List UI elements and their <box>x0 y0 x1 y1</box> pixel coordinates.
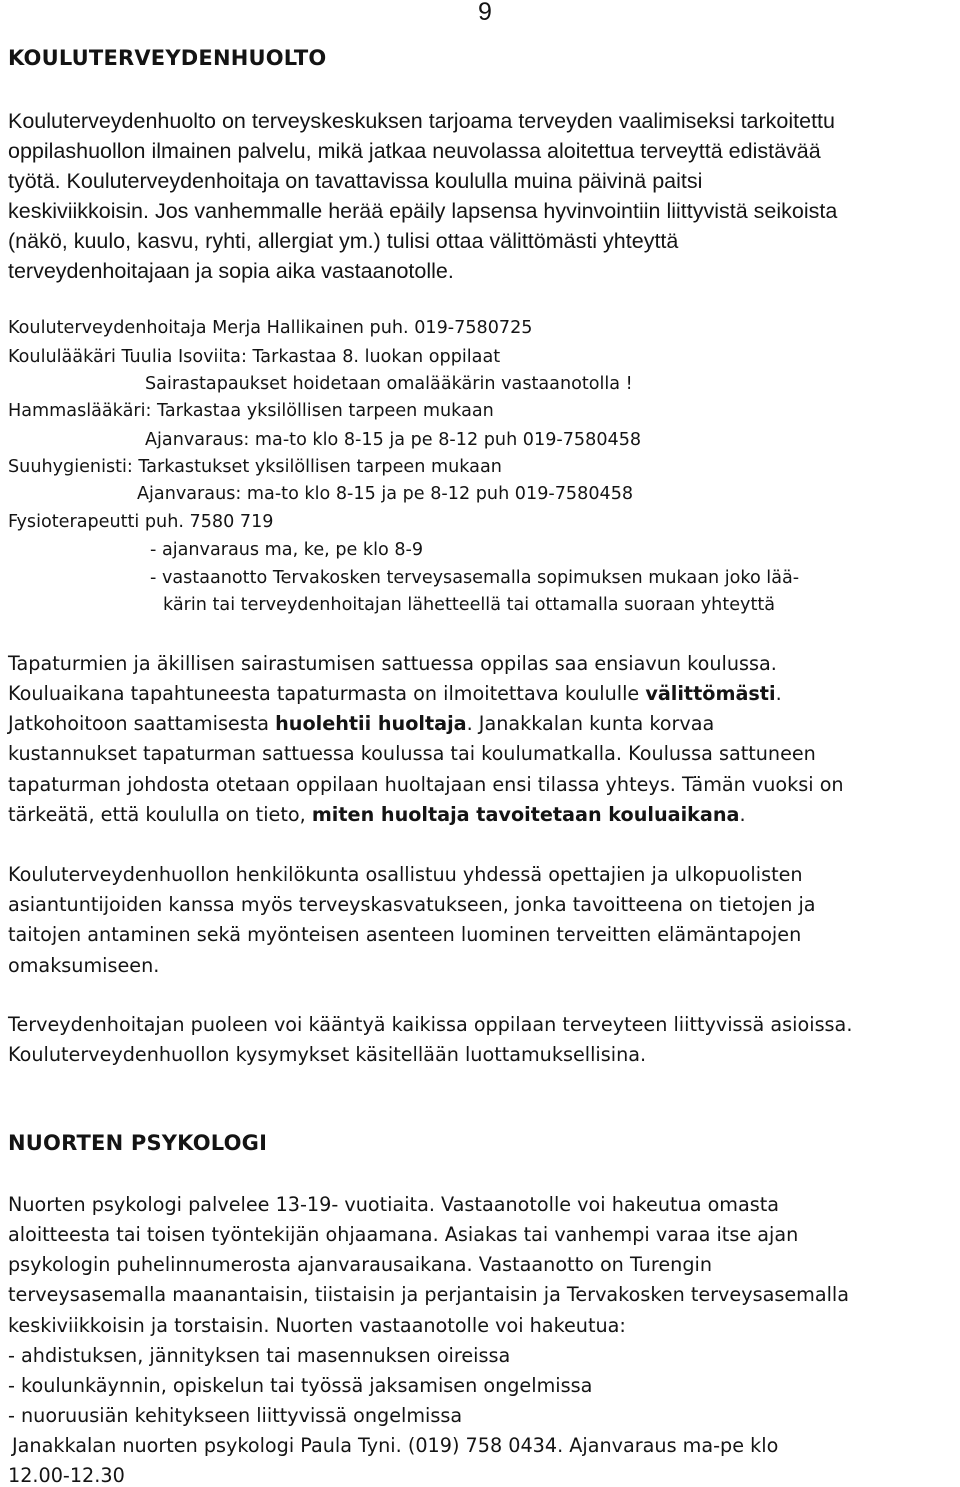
intro-line: keskiviikkoisin. Jos vanhemmalle herää epäily lapsensa hyvinvointiin liittyvistä seikoista <box>8 199 838 223</box>
contact-line: kärin tai terveydenhoitajan lähetteellä tai ottamalla suoraan yhteyttä <box>163 595 776 615</box>
confidential-line: Terveydenhoitajan puoleen voi kääntyä kaikissa oppilaan terveyteen liittyvissä asioissa. <box>8 1013 853 1036</box>
psychologist-list-item: - ahdistuksen, jännityksen tai masennuksen oireissa <box>8 1344 511 1367</box>
psychologist-line: keskiviikkoisin ja torstaisin. Nuorten vastaanotolle voi hakeutua: <box>8 1314 626 1337</box>
accident-text: . Janakkalan kunta korvaa <box>466 712 715 735</box>
intro-line: terveydenhoitajaan ja sopia aika vastaanotolle. <box>8 259 454 283</box>
accident-emphasis: huolehtii huoltaja <box>275 712 467 735</box>
staff-line: asiantuntijoiden kanssa myös terveyskasvatukseen, jonka tavoitteena on tietojen ja <box>8 893 816 916</box>
contact-line: Sairastapaukset hoidetaan omalääkärin vastaanotolla ! <box>145 374 633 394</box>
accident-text: . <box>739 803 746 826</box>
accident-emphasis: miten huoltaja tavoitetaan kouluaikana <box>311 803 740 826</box>
confidential-line: Kouluterveydenhuollon kysymykset käsitellään luottamuksellisina. <box>8 1043 647 1066</box>
intro-line: oppilashuollon ilmainen palvelu, mikä jatkaa neuvolassa aloitettua terveyttä edistävää <box>8 139 821 163</box>
contact-line: Koululääkäri Tuulia Isoviita: Tarkastaa 8. luokan oppilaat <box>8 347 501 367</box>
page-number: 9 <box>478 0 492 26</box>
intro-line: (näkö, kuulo, kasvu, ryhti, allergiat ym.) tulisi ottaa välittömästi yhteyttä <box>8 229 679 253</box>
contact-line: Ajanvaraus: ma-to klo 8-15 ja pe 8-12 puh 019-7580458 <box>145 430 642 450</box>
accident-line <box>8 714 714 733</box>
contact-line: Fysioterapeutti puh. 7580 719 <box>8 512 274 532</box>
contact-line: Kouluterveydenhoitaja Merja Hallikainen puh. 019-7580725 <box>8 318 533 338</box>
section-title-nuorten-psykologi: NUORTEN PSYKOLOGI <box>8 1131 268 1155</box>
accident-text: tärkeätä, että koululla on tieto, <box>8 803 312 826</box>
staff-line: Kouluterveydenhuollon henkilökunta osallistuu yhdessä opettajien ja ulkopuolisten <box>8 863 803 886</box>
staff-line: omaksumiseen. <box>8 954 160 977</box>
intro-line: Kouluterveydenhuolto on terveyskeskuksen tarjoama terveyden vaalimiseksi tarkoitettu <box>8 109 835 133</box>
intro-line: työtä. Kouluterveydenhoitaja on tavattavissa koululla muina päivinä paitsi <box>8 169 703 193</box>
contact-line: - vastaanotto Tervakosken terveysasemalla sopimuksen mukaan joko lää- <box>150 568 800 588</box>
accident-text: Jatkohoitoon saattamisesta <box>8 712 276 735</box>
psychologist-contact: Janakkalan nuorten psykologi Paula Tyni. (019) 758 0434. Ajanvaraus ma-pe klo <box>12 1434 779 1457</box>
contact-line: - ajanvaraus ma, ke, pe klo 8-9 <box>150 540 424 560</box>
psychologist-hours: 12.00-12.30 <box>8 1464 125 1487</box>
staff-line: taitojen antaminen sekä myönteisen asenteen luominen terveitten elämäntapojen <box>8 923 802 946</box>
contact-line: Suuhygienisti: Tarkastukset yksilöllisen tarpeen mukaan <box>8 457 502 477</box>
accident-line: tapaturman johdosta otetaan oppilaan huoltajaan ensi tilassa yhteys. Tämän vuoksi on <box>8 773 844 796</box>
psychologist-line: terveysasemalla maanantaisin, tiistaisin ja perjantaisin ja Tervakosken terveysasemalla <box>8 1283 849 1306</box>
psychologist-line: aloitteesta tai toisen työntekijän ohjaamana. Asiakas tai vanhempi varaa itse ajan <box>8 1223 799 1246</box>
psychologist-line: psykologin puhelinnumerosta ajanvarausaikana. Vastaanotto on Turengin <box>8 1253 713 1276</box>
accident-line <box>8 684 782 703</box>
accident-line: Tapaturmien ja äkillisen sairastumisen sattuessa oppilas saa ensiavun koulussa. <box>8 652 777 675</box>
accident-line: kustannukset tapaturman sattuessa koulussa tai koulumatkalla. Koulussa sattuneen <box>8 742 816 765</box>
contact-line: Hammaslääkäri: Tarkastaa yksilöllisen tarpeen mukaan <box>8 401 494 421</box>
psychologist-list-item: - koulunkäynnin, opiskelun tai työssä jaksamisen ongelmissa <box>8 1374 593 1397</box>
accident-line <box>8 805 746 824</box>
accident-text: . <box>775 682 782 705</box>
accident-emphasis: välittömästi <box>645 682 776 705</box>
psychologist-list-item: - nuoruusiän kehitykseen liittyvissä ongelmissa <box>8 1404 463 1427</box>
psychologist-line: Nuorten psykologi palvelee 13-19- vuotiaita. Vastaanotolle voi hakeutua omasta <box>8 1193 780 1216</box>
accident-text: Kouluaikana tapahtuneesta tapaturmasta on ilmoitettava koululle <box>8 682 646 705</box>
contact-line: Ajanvaraus: ma-to klo 8-15 ja pe 8-12 puh 019-7580458 <box>137 484 634 504</box>
section-title-kouluterveydenhuolto: KOULUTERVEYDENHUOLTO <box>8 46 327 70</box>
